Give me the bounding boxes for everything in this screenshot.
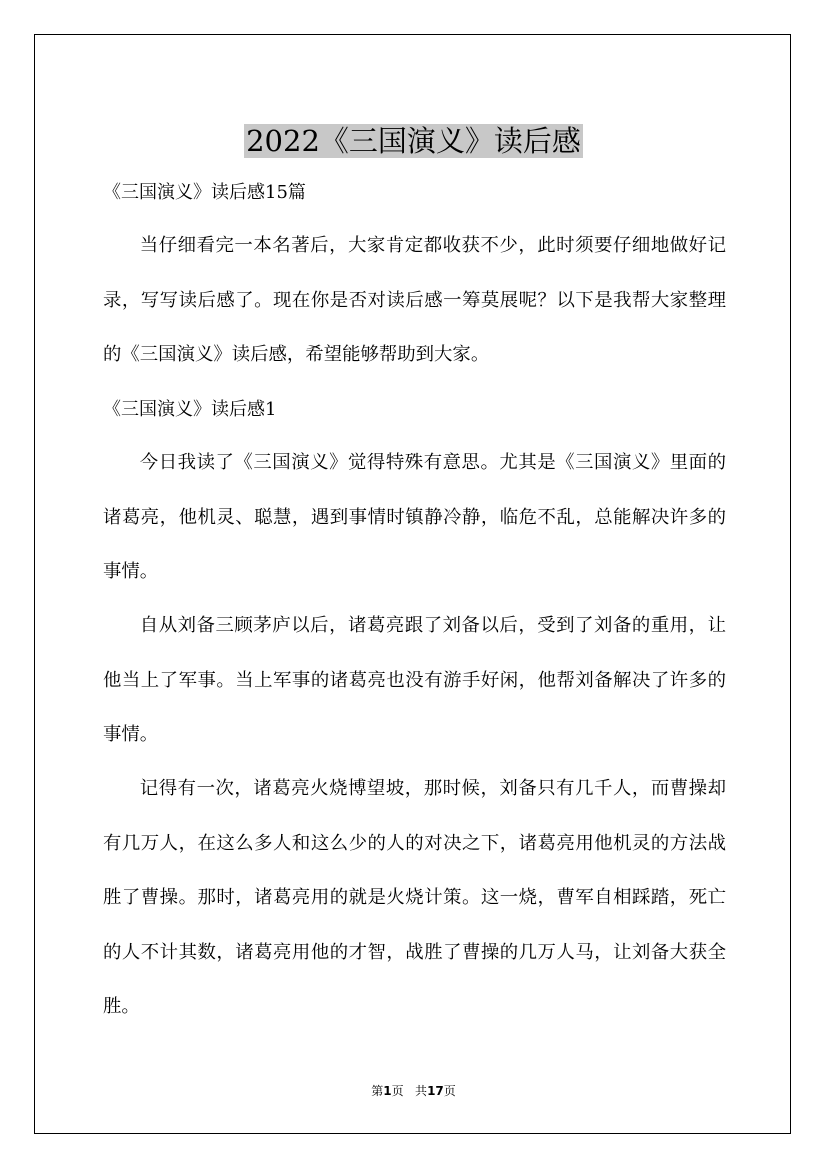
document-title-text: 2022《三国演义》读后感 [246,124,581,159]
main-heading: 《三国演义》读后感15篇 [103,182,306,203]
page-footer [0,1083,827,1099]
document-title [0,121,827,161]
section-title: 《三国演义》读后感1 [103,399,277,420]
footer-total-prefix: 共 [415,1084,428,1098]
body-paragraph-3: 记得有一次，诸葛亮火烧博望坡，那时候，刘备只有几千人，而曹操却有几万人，在这么多人和这么少的人的对决之下，诸葛亮用他机灵的方法战胜了曹操。那时，诸葛亮用的就是火烧计策。这一烧，曹军自相踩踏，死亡的人不计其数，诸葛亮用他的才智，战胜了曹操的几万人马，让刘备大获全胜。 [103,778,726,1017]
body-paragraph-2: 自从刘备三顾茅庐以后，诸葛亮跟了刘备以后，受到了刘备的重用，让他当上了军事。当上军事的诸葛亮也没有游手好闲，他帮刘备解决了许多的事情。 [103,615,726,745]
intro-paragraph: 当仔细看完一本名著后，大家肯定都收获不少，此时须要仔细地做好记录，写写读后感了。现在你是否对读后感一筹莫展呢？以下是我帮大家整理的《三国演义》读后感，希望能够帮助到大家。 [103,235,726,365]
footer-current-page: 1 [383,1084,392,1098]
footer-total-pages: 17 [427,1084,444,1098]
body-paragraph-1: 今日我读了《三国演义》觉得特殊有意思。尤其是《三国演义》里面的诸葛亮，他机灵、聪慧，遇到事情时镇静冷静，临危不乱，总能解决许多的事情。 [103,452,726,582]
footer-total-unit: 页 [443,1084,456,1098]
footer-page-prefix: 第 [371,1084,384,1098]
footer-page-unit: 页 [391,1084,404,1098]
